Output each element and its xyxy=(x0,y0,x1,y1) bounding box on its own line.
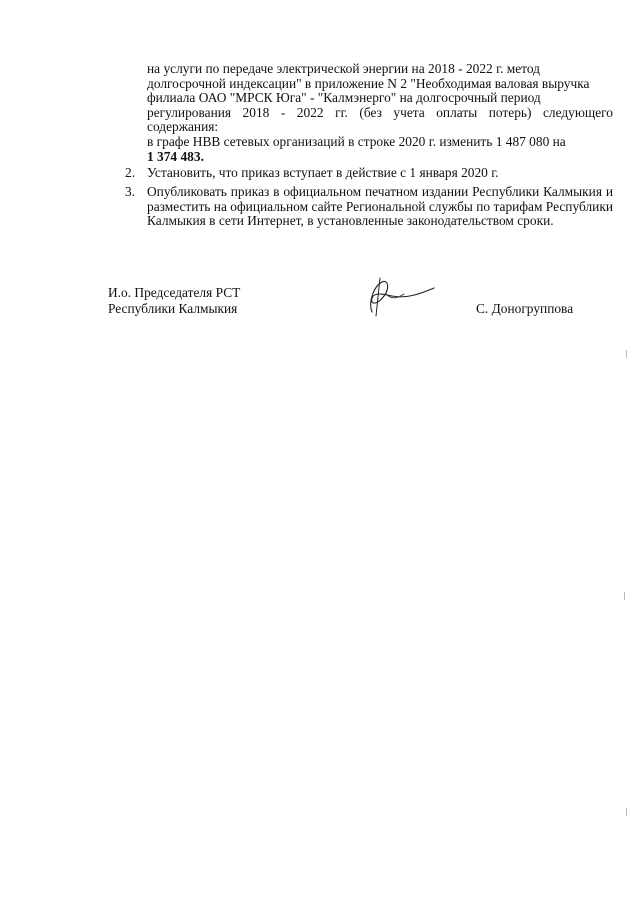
item-1-continuation xyxy=(147,62,613,164)
list-item-number: 2. xyxy=(125,165,136,180)
continuation-line: на услуги по передаче электрической энергии на 2018 - 2022 г. метод xyxy=(147,61,540,76)
scan-artifact xyxy=(626,350,627,358)
list-item-text: Опубликовать приказ в официальном печатном издании Республики Калмыкия и разместить на официальном сайте Региональной службы по тарифам Республики Калмыкия в сети Интернет, в установленные законодательством сроки. xyxy=(147,184,613,229)
signatory-position-line: И.о. Председателя РСТ xyxy=(108,285,241,300)
continuation-line: долгосрочной индексации" в приложение N 2 "Необходимая валовая выручка xyxy=(147,75,590,91)
continuation-line: регулирования 2018 - 2022 гг. (без учета оплаты потерь) следующего содержания: xyxy=(147,104,613,135)
list-item-number: 3. xyxy=(125,184,136,199)
continuation-line: филиала ОАО "МРСК Юга" - "Калмэнерго" на долгосрочный период xyxy=(147,90,541,106)
handwritten-signature xyxy=(362,272,442,320)
signatory-position xyxy=(108,285,240,316)
signatory-name: С. Доногруппова xyxy=(476,301,574,316)
continuation-line: в графе НВВ сетевых организаций в строке 2020 г. изменить 1 487 080 на xyxy=(147,133,566,149)
new-value: 1 374 483. xyxy=(147,148,204,164)
scan-artifact xyxy=(626,808,627,816)
scan-artifact xyxy=(624,592,625,600)
list-item-text: Установить, что приказ вступает в действие с 1 января 2020 г. xyxy=(147,165,499,180)
signatory-position-line: Республики Калмыкия xyxy=(108,300,238,316)
